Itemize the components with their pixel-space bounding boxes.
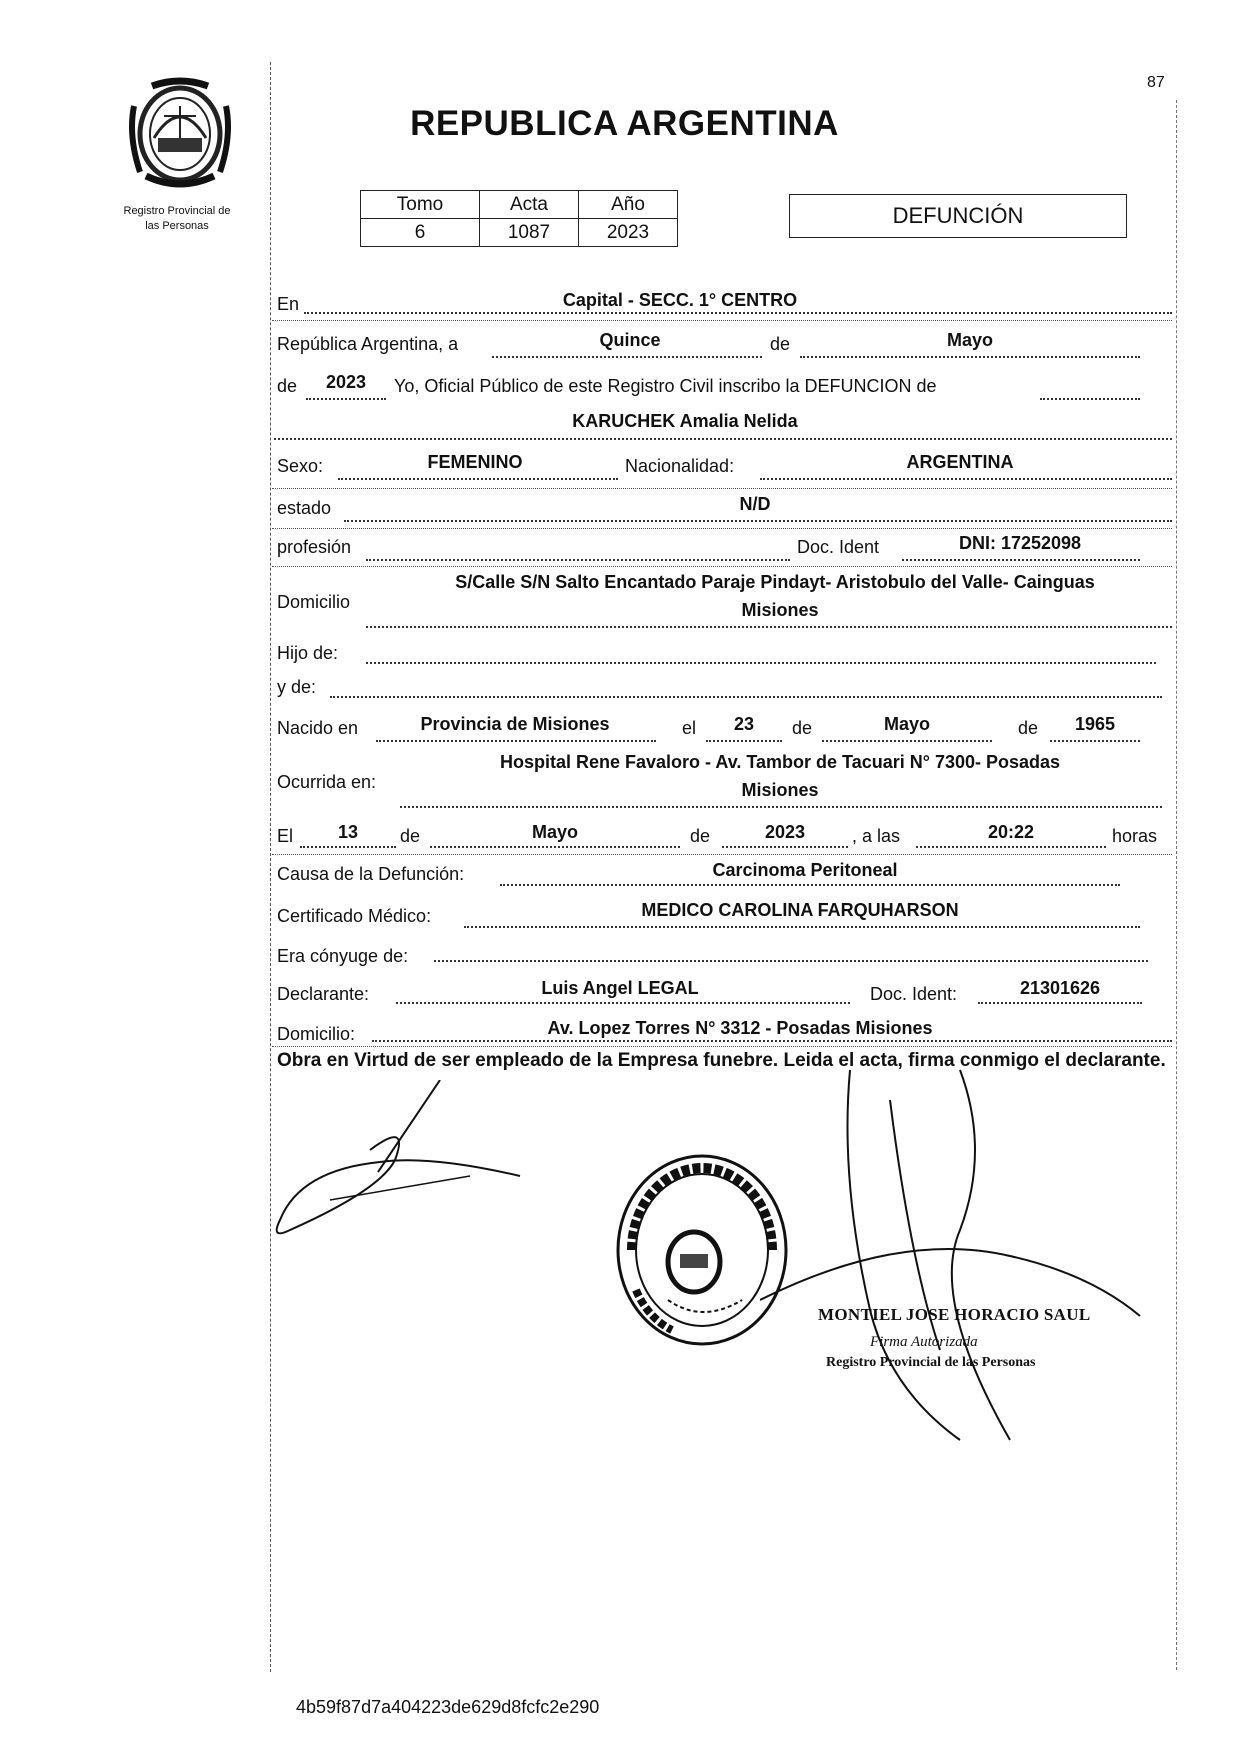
doc-ident-label: Doc. Ident	[797, 537, 880, 557]
acta-value: 1087	[480, 219, 579, 247]
hijo-de-dotted-line	[366, 662, 1156, 664]
ocurrida-line1: Hospital Rene Favaloro - Av. Tambor de Tacuari N° 7300- Posadas	[499, 752, 1061, 772]
de-label-3: de	[792, 718, 813, 738]
el2-label: El	[277, 826, 294, 846]
birth-year-dotted-line	[1050, 740, 1140, 742]
ocurrida-dotted-line	[400, 806, 1162, 808]
tomo-header: Tomo	[361, 191, 480, 219]
ocurrida-label: Ocurrida en:	[277, 772, 377, 792]
declarante-dotted-line	[396, 1002, 850, 1004]
domicilio-line2: Misiones	[741, 600, 819, 620]
row-rule	[272, 528, 1172, 529]
y-de-label: y de:	[277, 677, 317, 697]
hijo-de-label: Hijo de:	[277, 643, 339, 663]
conyuge-dotted-line	[434, 960, 1148, 962]
left-margin-line	[270, 62, 271, 1672]
el-label: el	[682, 718, 697, 738]
registry-name-line1: Registro Provincial de	[123, 205, 231, 217]
de-label-2: de	[277, 376, 298, 396]
acta-header: Acta	[480, 191, 579, 219]
death-year-dotted-line	[722, 846, 848, 848]
de-label-1: de	[770, 334, 791, 354]
domicilio-dotted-line	[366, 626, 1172, 628]
birth-month-value: Mayo	[883, 714, 930, 734]
row-rule	[272, 854, 1172, 855]
death-year-value: 2023	[764, 822, 806, 842]
registry-name-line2: las Personas	[145, 220, 209, 232]
nacido-value: Provincia de Misiones	[420, 714, 610, 734]
republica-label: República Argentina, a	[277, 334, 459, 354]
anio-header: Año	[579, 191, 678, 219]
y-de-dotted-line	[330, 696, 1162, 698]
row-rule	[272, 566, 1172, 567]
birth-day-dotted-line	[706, 740, 782, 742]
conyuge-label: Era cónyuge de:	[277, 946, 409, 966]
doc-ident-dotted-line	[902, 559, 1140, 561]
declarante-value: Luis Angel LEGAL	[541, 978, 699, 998]
tomo-value: 6	[361, 219, 480, 247]
year-dotted-line	[306, 398, 386, 400]
causa-dotted-line	[500, 884, 1120, 886]
domicilio-label: Domicilio	[277, 592, 351, 612]
domicilio2-value: Av. Lopez Torres N° 3312 - Posadas Misiones	[547, 1018, 933, 1038]
de-label-5: de	[400, 826, 421, 846]
nacionalidad-label: Nacionalidad:	[625, 456, 735, 476]
domicilio-line1: S/Calle S/N Salto Encantado Paraje Pindayt- Aristobulo del Valle- Cainguas	[455, 572, 1095, 592]
reference-table-value-row	[361, 219, 678, 247]
declarant-signature-icon	[270, 1080, 530, 1250]
causa-label: Causa de la Defunción:	[277, 864, 465, 884]
death-day-value: 13	[337, 822, 359, 842]
registry-name	[92, 204, 262, 234]
death-day-dotted-line	[300, 846, 396, 848]
day-words-value: Quince	[599, 330, 661, 350]
reference-table-header-row	[361, 191, 678, 219]
ocurrida-line2: Misiones	[741, 780, 819, 800]
domicilio2-label: Domicilio:	[277, 1024, 356, 1044]
oficial-text: Yo, Oficial Público de este Registro Civil inscribo la DEFUNCION de	[394, 376, 937, 396]
death-time-dotted-line	[916, 846, 1106, 848]
obra-text: Obra en Virtud de ser empleado de la Empresa funebre. Leida el acta, firma conmigo el declarante.	[277, 1050, 1166, 1071]
reference-table	[360, 190, 678, 247]
nacido-dotted-line	[376, 740, 656, 742]
estado-value: N/D	[739, 494, 771, 514]
document-type-box: DEFUNCIÓN	[789, 194, 1127, 238]
row-rule	[272, 488, 1172, 489]
profesion-label: profesión	[277, 537, 352, 557]
doc-ident2-value: 21301626	[1019, 978, 1101, 998]
causa-value: Carcinoma Peritoneal	[712, 860, 898, 880]
month-dotted-line	[800, 356, 1140, 358]
estado-label: estado	[277, 498, 332, 518]
de-label-4: de	[1018, 718, 1039, 738]
domicilio2-dotted-line	[372, 1040, 1172, 1042]
estado-dotted-line	[344, 520, 1172, 522]
nacionalidad-value: ARGENTINA	[906, 452, 1014, 472]
nacido-label: Nacido en	[277, 718, 359, 738]
name-dotted-line	[274, 438, 1172, 440]
deceased-name: KARUCHEK Amalia Nelida	[572, 411, 798, 431]
sexo-label: Sexo:	[277, 456, 324, 476]
death-month-value: Mayo	[531, 822, 578, 842]
doc-ident-value: DNI: 17252098	[958, 533, 1082, 553]
month-words-value: Mayo	[946, 330, 993, 350]
sexo-value: FEMENINO	[427, 452, 523, 472]
doc-ident2-label: Doc. Ident:	[870, 984, 958, 1004]
certificado-label: Certificado Médico:	[277, 906, 432, 926]
year-value: 2023	[325, 372, 367, 392]
birth-day-value: 23	[733, 714, 755, 734]
doc-ident2-dotted-line	[978, 1002, 1142, 1004]
document-hash: 4b59f87d7a404223de629d8fcfc2e290	[296, 1697, 600, 1717]
official-name: MONTIEL JOSE HORACIO SAUL	[818, 1305, 1091, 1324]
oficial-dotted-line	[1040, 398, 1140, 400]
nacionalidad-dotted-line	[760, 478, 1172, 480]
death-month-dotted-line	[430, 846, 680, 848]
en-dotted-line	[304, 312, 1172, 314]
en-value: Capital - SECC. 1° CENTRO	[562, 290, 798, 310]
page-number: 87	[1147, 74, 1165, 91]
day-dotted-line	[492, 356, 762, 358]
declarante-label: Declarante:	[277, 984, 370, 1004]
official-signature-icon	[760, 1060, 1160, 1460]
birth-year-value: 1965	[1074, 714, 1116, 734]
death-time-value: 20:22	[987, 822, 1035, 842]
right-margin-line	[1176, 100, 1177, 1670]
official-office: Registro Provincial de las Personas	[826, 1355, 1036, 1370]
de-label-6: de	[690, 826, 711, 846]
certificado-value: MEDICO CAROLINA FARQUHARSON	[641, 900, 959, 920]
anio-value: 2023	[579, 219, 678, 247]
row-rule	[272, 320, 1172, 321]
sexo-dotted-line	[338, 478, 618, 480]
certificado-dotted-line	[464, 926, 1140, 928]
a-las-label: , a las	[852, 826, 901, 846]
en-label: En	[277, 294, 300, 314]
horas-label: horas	[1112, 826, 1158, 846]
official-role: Firma Autorizada	[870, 1334, 978, 1350]
profesion-dotted-line	[366, 559, 790, 561]
birth-month-dotted-line	[822, 740, 992, 742]
country-title: REPUBLICA ARGENTINA	[410, 104, 839, 143]
